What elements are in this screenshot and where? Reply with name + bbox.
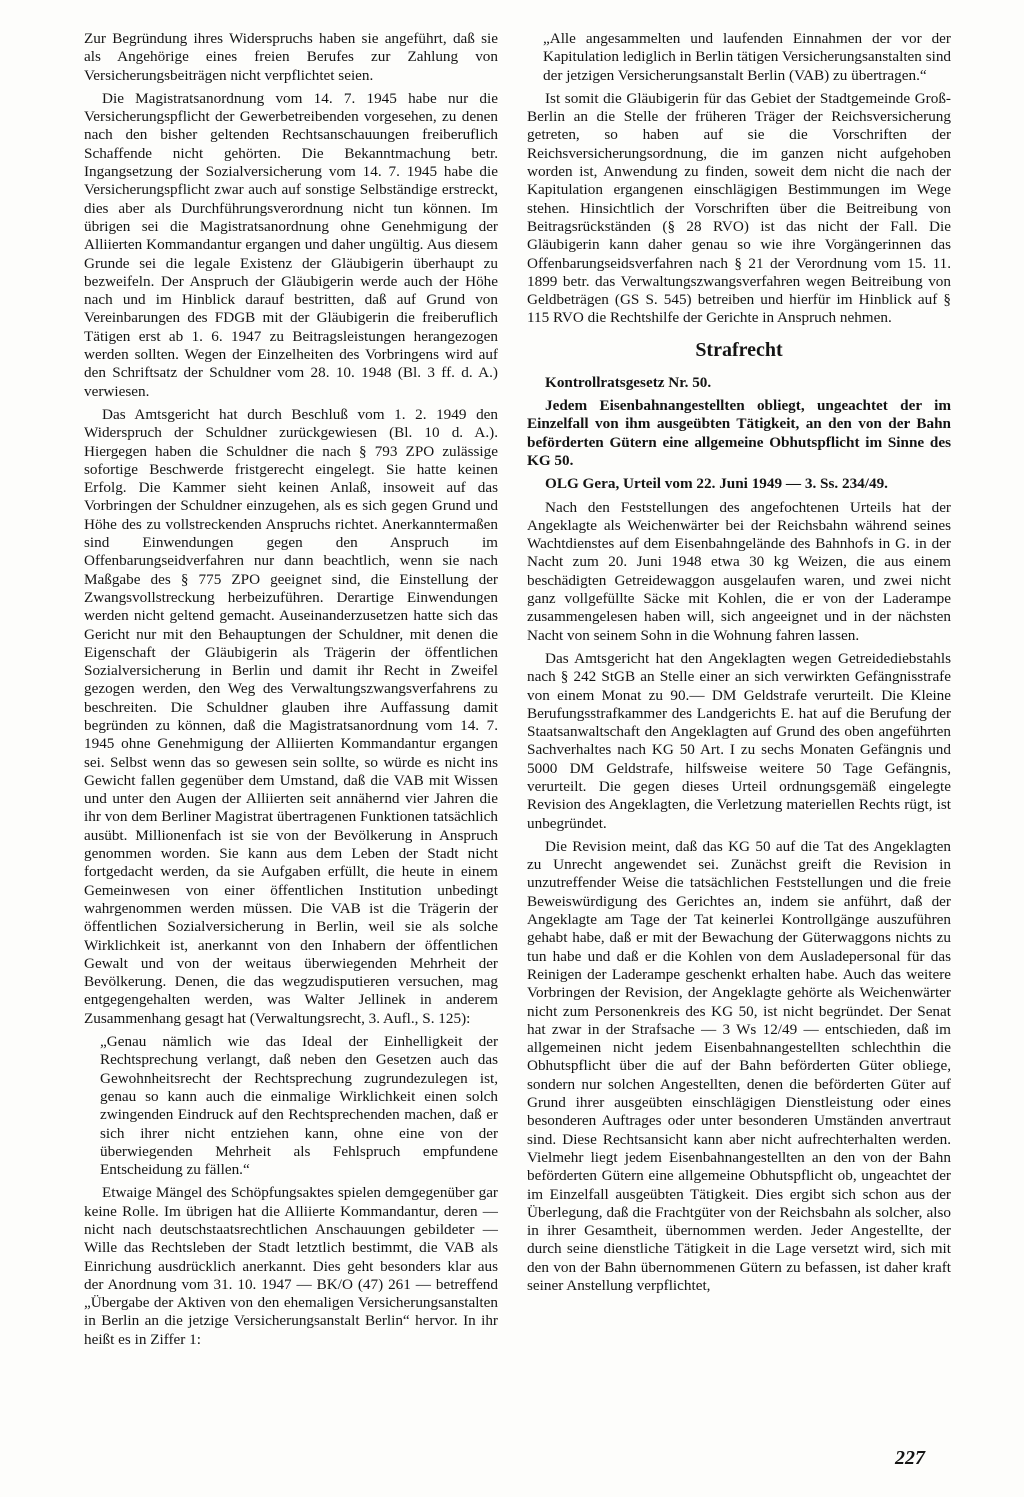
paragraph: Nach den Feststellungen des angefochtenen Urteils hat der Angeklagte als Weichenwärter bei der Reichsbahn während seines Wachtdienstes auf dem Eisenbahngelände des Bahnhofs in G. in der Nacht zum 20. Juni 1948 etwa 30 kg Weizen, die aus einem beschädigten Getreidewaggon ausgelaufen waren, und zwei nicht ganz vollgefüllte Säcke mit Kohlen, die er von der Laderampe zusammengelesen haben will, sich angeeignet und in der nächsten Nacht von seinem Sohn in die Wohnung fahren lassen.	[527, 498, 951, 644]
court-citation: OLG Gera, Urteil vom 22. Juni 1949 — 3. Ss. 234/49.	[545, 475, 888, 493]
left-column	[84, 30, 498, 1354]
block-quote	[100, 1033, 498, 1179]
paragraph: Ist somit die Gläubigerin für das Gebiet der Stadtgemeinde Groß-Berlin an die Stelle der früheren Träger der Reichsversicherung getreten, so haben auf sie die Vorschriften der Reichsversicherungsordnung, die im ganzen nicht aufgehoben worden ist, Anwendung zu finden, soweit dem nicht die nach der Kapitulation ergangenen einschlägigen Bestimmungen im Wege stehen. Hinsichtlich der Vorschriften über die Beitreibung von Beitragsrückständen (§ 28 RVO) ist das nicht der Fall. Die Gläubigerin kann daher genau so wie ihre Vorgängerinnen das Offenbarungseidsverfahren nach § 21 der Verordnung vom 15. 11. 1899 betr. das Verwaltungszwangsverfahren wegen Beitreibung von Geldbeträgen (GS S. 545) betreiben und hierfür im Hinblick auf § 115 RVO die Rechtshilfe der Gerichte in Anspruch nehmen.	[527, 89, 951, 327]
headnote: Jedem Eisenbahnangestellten obliegt, ungeachtet der im Einzelfall von ihm ausgeübten Tätigkeit, an den von der Bahn beförderten Gütern eine allgemeine Obhutspflicht im Sinne des KG 50.	[527, 397, 951, 469]
block-quote	[543, 30, 951, 85]
paragraph: Zur Begründung ihres Widerspruchs haben sie angeführt, daß sie als Angehörige eines freien Berufes zur Zahlung von Versicherungsbeiträgen nicht verpflichtet seien.	[84, 30, 498, 84]
quote-text: „Genau nämlich wie das Ideal der Einhelligkeit der Rechtsprechung verlangt, daß neben den Gesetzen auch das Gewohnheitsrecht der Rechtsprechung zugrundezulegen ist, genau so kann auch die einmalige Wirklichkeit einen solch zwingenden Eindruck auf den Rechtsprechenden machen, daß er sich ihrer nicht entziehen kann, ohne eine von der überwiegenden Mehrheit als Fehlspruch empfundene Entscheidung zu fällen.“	[100, 1033, 498, 1179]
paragraph: Das Amtsgericht hat durch Beschluß vom 1. 2. 1949 den Widerspruch der Schuldner zurückgewiesen (Bl. 10 d. A.). Hiergegen haben die Schuldner die nach § 793 ZPO zulässige sofortige Beschwerde fristgerecht eingelegt. Sie hatte keinen Erfolg. Die Kammer sieht keinen Anlaß, insoweit auf das Vorbringen der Schuldner einzugehen, als es sich gegen Grund und Höhe des zu vollstreckenden Anspruchs richtet. Anerkanntermaßen sind Einwendungen gegen den Anspruch im Offenbarungseidverfahren nur dann beachtlich, wenn sie nach Maßgabe des § 775 ZPO geeignet sind, die Einstellung der Zwangsvollstreckung herbeizuführen. Derartige Einwendungen werden nicht geltend gemacht. Auseinanderzusetzen hatte sich das Gericht nur mit den Behauptungen der Schuldner, mit denen die Eigenschaft der Gläubigerin als Trägerin der öffentlichen Sozialversicherung in Berlin und damit ihr Recht in Zweifel gezogen werden, den Weg des Verwaltungszwangsverfahrens zu beschreiten. Die Schuldner glauben ihre Auffassung damit begründen zu können, daß die Magistratsanordnung vom 14. 7. 1945 ohne Genehmigung der Alliierten Kommandantur ergangen sei. Selbst wenn das so gewesen sein sollte, so würde es nicht ins Gewicht fallen gegenüber dem Umstand, daß die VAB mit Wissen und unter den Augen der Alliierten seit annähernd vier Jahren die ihr von dem Berliner Magistrat übertragenen Funktionen tatsächlich ausübt. Millionenfach ist sie von der Bevölkerung in Anspruch genommen worden. Sie kann aus dem Leben der Stadt nicht fortgedacht werden, da sie Aufgaben erfüllt, die heute in einem Gemeinwesen von einer öffentlichen Institution unbedingt wahrgenommen werden müssen. Die VAB ist die Trägerin der öffentlichen Sozialversicherung in Berlin, weil sie als solche Wirklichkeit ist, anerkannt von den Inhabern der öffentlichen Gewalt und von der weitaus überwiegenden Mehrheit der Bevölkerung. Denen, die das wegzudisputieren versuchen, mag entgegengehalten werden, was Walter Jellinek in anderem Zusammenhang gesagt hat (Verwaltungsrecht, 3. Aufl., S. 125):	[84, 405, 498, 1027]
paragraph: Die Revision meint, daß das KG 50 auf die Tat des Angeklagten zu Unrecht angewendet sei. Zunächst greift die Revision in unzutreffender Weise die tatsächlichen Feststellungen und die freie Beweiswürdigung des Gerichtes an, indem sie anführt, daß der Angeklagte am Tage der Tat keinerlei Kontrollgänge auszuführen gehabt habe, daß er mit der Bewachung der Güterwaggons nichts zu tun habe und daß er die Kohlen von dem Ausladepersonal für das Reinigen der Laderampe geschenkt erhalten habe. Auch das weitere Vorbringen der Revision, der Angeklagte gehörte als Weichenwärter nicht zum Personenkreis des KG 50, ist nicht begründet. Der Senat hat zwar in der Strafsache — 3 Ws 12/49 — entschieden, daß im allgemeinen nicht jedem Eisenbahnangestellten schlechthin die Obhutspflicht über die auf der Bahn beförderten Güter obliege, sondern nur solchen Angestellten, denen die beförderten Güter auf Grund ihrer ausgeübten einschlägigen Dienstleistung oder eines besonderen Auftrages oder unter besonderen Umständen anvertraut sind. Diese Rechtsansicht kann aber nicht aufrechterhalten werden. Vielmehr liegt jedem Eisenbahnangestellten an den von der Bahn beförderten Gütern eine allgemeine Obhutspflicht ob, ungeachtet der im Einzelfall ausgeübten Tätigkeit. Dies ergibt sich schon aus der Überlegung, daß die Frachtgüter von der Reichsbahn als solcher, also in ihrer Gesamtheit, übernommen werden. Jeder Angestellte, der durch seine dienstliche Tätigkeit in die Lage versetzt wird, sich mit den von der Bahn übernommenen Gütern zu befassen, ist daher kraft seiner Anstellung verpflichtet,	[527, 837, 951, 1294]
paragraph: Etwaige Mängel des Schöpfungsaktes spielen demgegenüber gar keine Rolle. Im übrigen hat die Alliierte Kommandantur, deren — nicht nach deutschstaatsrechtlichen Anschauungen gebildeter — Wille das Rechtsleben der Stadt letztlich bestimmt, die VAB als Einrichung ausdrücklich anerkannt. Dies geht besonders klar aus der Anordnung vom 31. 10. 1947 — BK/O (47) 261 — betreffend „Übergabe der Aktiven von den ehemaligen Versicherungsanstalten in Berlin an die jetzige Versicherungsanstalt Berlin“ hervor. In ihr heißt es in Ziffer 1:	[84, 1184, 498, 1348]
section-heading: Strafrecht	[695, 338, 783, 361]
case-title: Kontrollratsgesetz Nr. 50.	[545, 373, 712, 391]
paragraph: Die Magistratsanordnung vom 14. 7. 1945 habe nur die Versicherungspflicht der Gewerbetreibenden vorgesehen, zu denen nach den bisher geltenden Rechtsanschauungen freiberuflich Schaffende nicht gehörten. Die Bekanntmachung betr. Ingangsetzung der Sozialversicherung vom 14. 7. 1945 habe die Versicherungspflicht zwar auch auf sonstige Selbständige erstreckt, dies aber als Durchführungsverordnung nicht tun können. Im übrigen sei die Magistratsanordnung ohne Genehmigung der Alliierten Kommandantur ergangen und daher ungültig. Aus diesem Grunde sei die legale Existenz der Gläubigerin überhaupt zu bezweifeln. Der Anspruch der Gläubigerin werde auch der Höhe nach und im Hinblick darauf bestritten, daß auf Grund von Vereinbarungen des FDGB mit der Gläubigerin die freiberuflich Tätigen erst ab 1. 6. 1947 zu Beitragsleistungen herangezogen werden sollten. Wegen der Einzelheiten des Vorbringens wird auf den Schriftsatz der Schuldner vom 28. 10. 1948 (Bl. 3 ff. d. A.) verwiesen.	[84, 89, 498, 400]
page-number: 227	[895, 1447, 925, 1469]
quote-text: „Alle angesammelten und laufenden Einnahmen der vor der Kapitulation lediglich in Berlin tätigen Versicherungsanstalten sind der jetzigen Versicherungsanstalt Berlin (VAB) zu übertragen.“	[543, 30, 952, 84]
right-column	[527, 30, 951, 1300]
paragraph: Das Amtsgericht hat den Angeklagten wegen Getreidediebstahls nach § 242 StGB an Stelle einer an sich verwirkten Gefängnisstrafe von einem Monat zu 90.— DM Geldstrafe verurteilt. Die Kleine Berufungsstrafkammer des Landgerichts E. hat auf die Berufung der Staatsanwaltschaft den Angeklagten auf Grund des oben angeführten Sachverhaltes nach KG 50 Art. I zu sechs Monaten Gefängnis und 5000 DM Geldstrafe, hilfsweise weitere 50 Tage Gefängnis, verurteilt. Die gegen dieses Urteil ordnungsgemäß eingelegte Revision des Angeklagten, die Verletzung materiellen Rechts rügt, ist unbegründet.	[527, 649, 951, 832]
